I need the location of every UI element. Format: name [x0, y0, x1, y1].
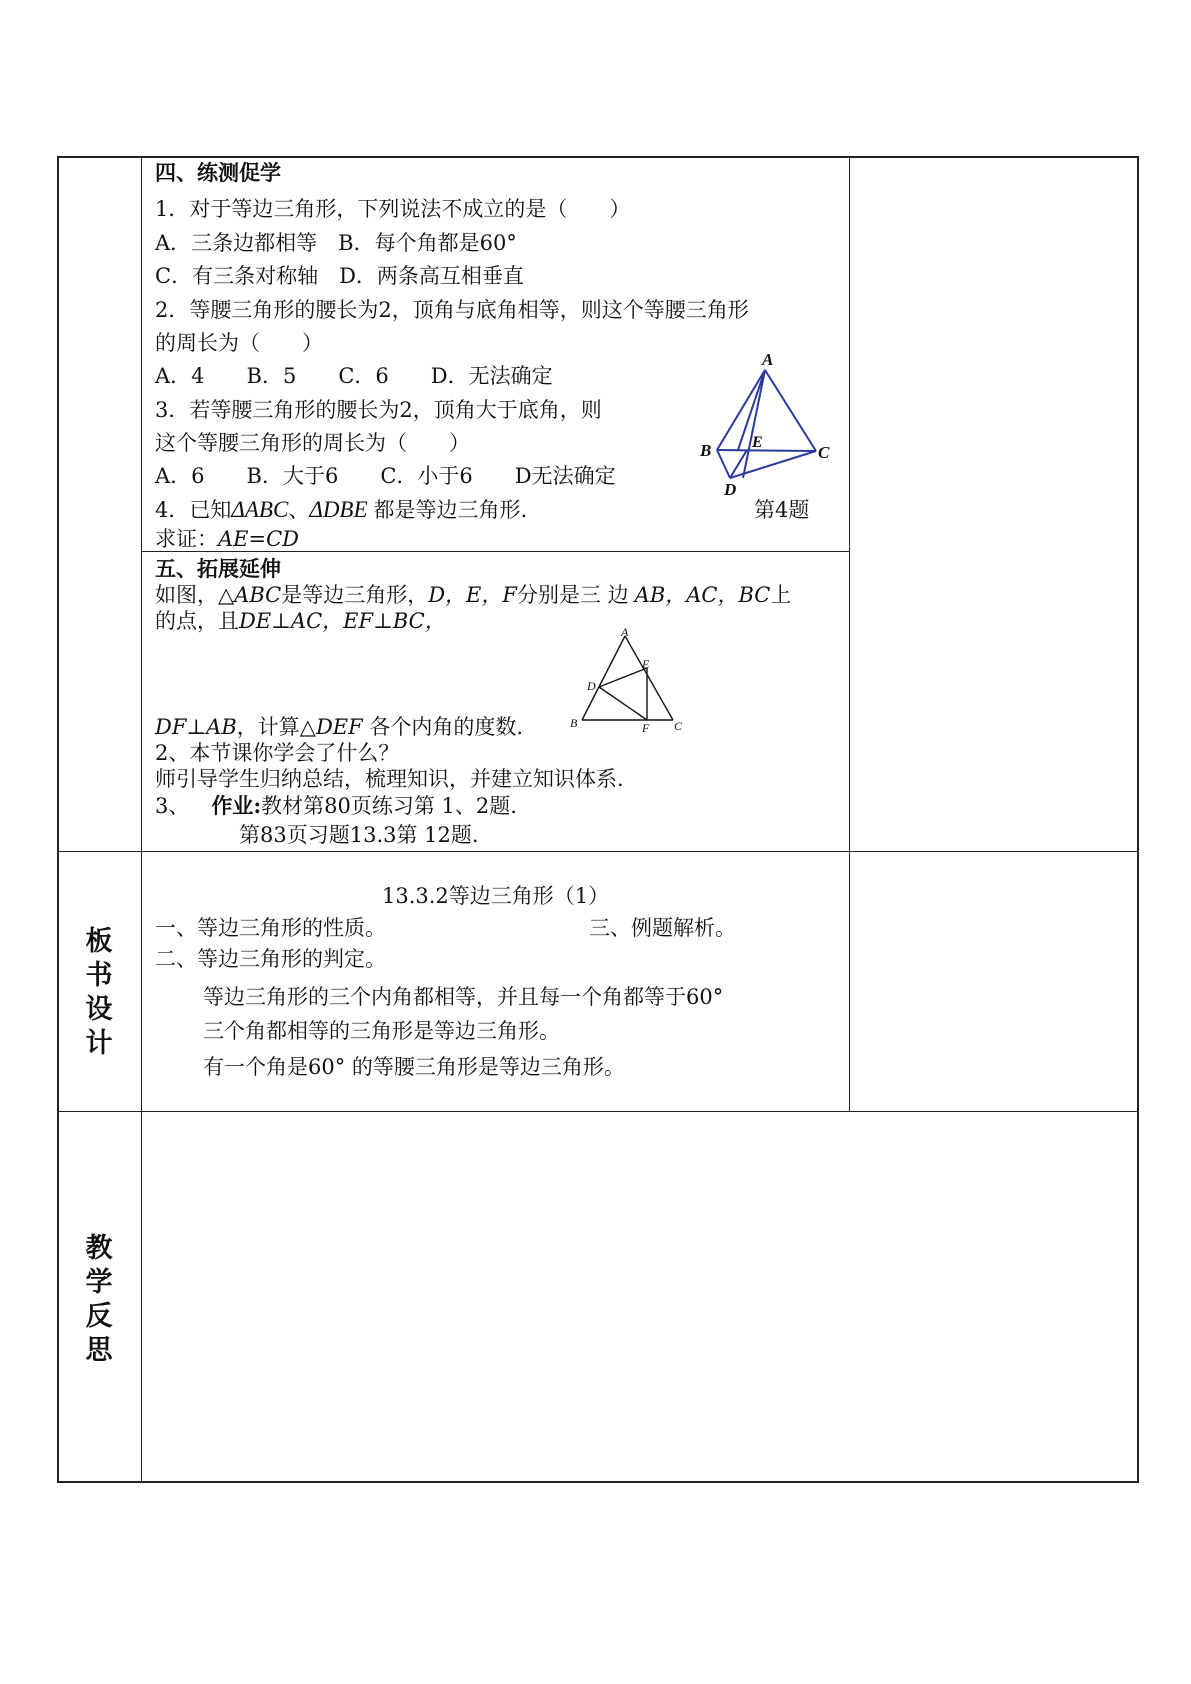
summary-answer: 师引导学生归纳总结，梳理知识，并建立知识体系. — [155, 767, 624, 791]
s5l1-f: AB，AC，BC — [634, 583, 771, 607]
fig2-label-e: E — [642, 657, 650, 671]
board-title: 13.3.2等边三角形（1） — [382, 884, 610, 908]
board-side-label — [84, 925, 114, 1061]
s5l1-c: 是等边三角形， — [281, 583, 429, 607]
col-divider-left — [141, 156, 142, 1483]
question-4-separator: 、 — [288, 498, 310, 522]
s5l3-f: 各个内角的度数. — [362, 715, 524, 739]
board-side-char-3: 设 — [85, 994, 113, 1025]
reflection-side-char-4: 思 — [85, 1335, 113, 1366]
question-2-line2: 的周长为（ ） — [155, 331, 323, 355]
fig1-label-e: E — [752, 434, 763, 451]
s5l3-a: DF — [155, 715, 187, 739]
section4-heading: 四、练测促学 — [155, 160, 281, 185]
fig1-label-d: D — [724, 480, 737, 495]
question-2-line1: 2．等腰三角形的腰长为2，顶角与底角相等，则这个等腰三角形 — [155, 298, 749, 322]
question-4-triangle-dbe: ΔDBE — [309, 497, 368, 522]
reflection-side-char-3: 反 — [85, 1301, 113, 1332]
s5l1-b: ABC — [234, 583, 282, 607]
proof-prefix: 求证： — [155, 527, 218, 551]
question-1-options-ab: A．三条边都相等 B．每个角都是60° — [155, 231, 517, 255]
figure-triangle-abc-dbe — [690, 350, 835, 495]
question-3-options: A．6 B．大于6 C．小于6 D无法确定 — [155, 464, 616, 488]
homework-prefix: 3、 — [155, 794, 190, 818]
question-1: 1．对于等边三角形，下列说法不成立的是（ ） — [155, 197, 631, 221]
board-side-char-1: 板 — [85, 926, 113, 957]
s5l3-d: ，计算△ — [236, 715, 316, 739]
s5l1-g: 上 — [770, 583, 792, 607]
fig2-label-a: A — [621, 628, 629, 639]
s5l3-c: AB — [206, 715, 237, 739]
fig2-label-b: B — [570, 716, 578, 730]
s5l2-e: ⊥ — [373, 609, 393, 633]
figure-triangle-def — [570, 628, 685, 738]
homework-line2: 第83页习题13.3第 12题. — [239, 823, 479, 847]
board-item-3: 三、例题解析。 — [589, 916, 736, 940]
summary-question: 2、本节课你学会了什么？ — [155, 741, 400, 765]
s5l3-b: ⊥ — [186, 715, 207, 739]
s5l2-a: 的点，且 — [155, 609, 239, 633]
question-4 — [155, 495, 527, 525]
homework-item1: 教材第80页练习第 1、2题. — [261, 794, 517, 818]
s5l3-e: DEF — [315, 715, 363, 739]
reflection-side-char-2: 学 — [85, 1267, 113, 1298]
section5-line2 — [155, 608, 446, 634]
homework-line1 — [155, 792, 517, 820]
section5-line3 — [155, 714, 523, 740]
fig1-label-a: A — [762, 350, 774, 369]
section5-heading: 五、拓展延伸 — [155, 556, 281, 581]
board-item-2: 二、等边三角形的判定。 — [155, 947, 386, 971]
proof-equation: AE=CD — [218, 527, 299, 551]
s5l1-d: D，E，F — [428, 583, 517, 607]
board-rule-1: 等边三角形的三个内角都相等，并且每一个角都等于60° — [203, 985, 724, 1009]
question-3-line2: 这个等腰三角形的周长为（ ） — [155, 431, 470, 455]
question-1-options-cd: C．有三条对称轴 D．两条高互相垂直 — [155, 264, 524, 288]
s5l2-b: DE — [239, 609, 272, 633]
board-rule-2: 三个角都相等的三角形是等边三角形。 — [203, 1019, 560, 1043]
board-side-char-4: 计 — [85, 1028, 113, 1059]
s5l2-f: BC， — [392, 609, 446, 633]
question-4-suffix: 都是等边三角形. — [373, 498, 528, 522]
fig2-label-f: F — [642, 721, 650, 735]
question-4-triangle-abc: ΔABC — [231, 497, 289, 522]
question-3-line1: 3．若等腰三角形的腰长为2，顶角大于底角，则 — [155, 398, 602, 422]
board-side-char-2: 书 — [85, 960, 113, 991]
figure-4-caption: 第4题 — [754, 498, 810, 522]
row-divider-board — [57, 851, 1139, 852]
row-divider-reflection — [57, 1111, 1139, 1112]
reflection-side-char-1: 教 — [85, 1233, 113, 1264]
fig1-label-b: B — [700, 441, 712, 460]
question-2-options: A．4 B．5 C．6 D．无法确定 — [155, 364, 553, 388]
section5-line1 — [155, 582, 791, 608]
s5l1-a: 如图，△ — [155, 583, 235, 607]
homework-label: 作业: — [211, 793, 262, 818]
s5l2-d: AC，EF — [290, 609, 374, 633]
fig1-label-c: C — [818, 443, 830, 462]
s5l2-c: ⊥ — [271, 609, 291, 633]
s5l1-e: 分别是三 边 — [516, 583, 629, 607]
board-rule-3: 有一个角是60° 的等腰三角形是等边三角形。 — [203, 1055, 625, 1079]
question-4-prefix: 4．已知 — [155, 498, 232, 522]
board-item-1: 一、等边三角形的性质。 — [155, 916, 386, 940]
reflection-side-label — [84, 1232, 114, 1368]
col-divider-right — [849, 156, 850, 1111]
proof-statement — [155, 524, 299, 554]
fig2-label-c: C — [674, 719, 683, 733]
fig2-label-d: D — [587, 679, 596, 693]
